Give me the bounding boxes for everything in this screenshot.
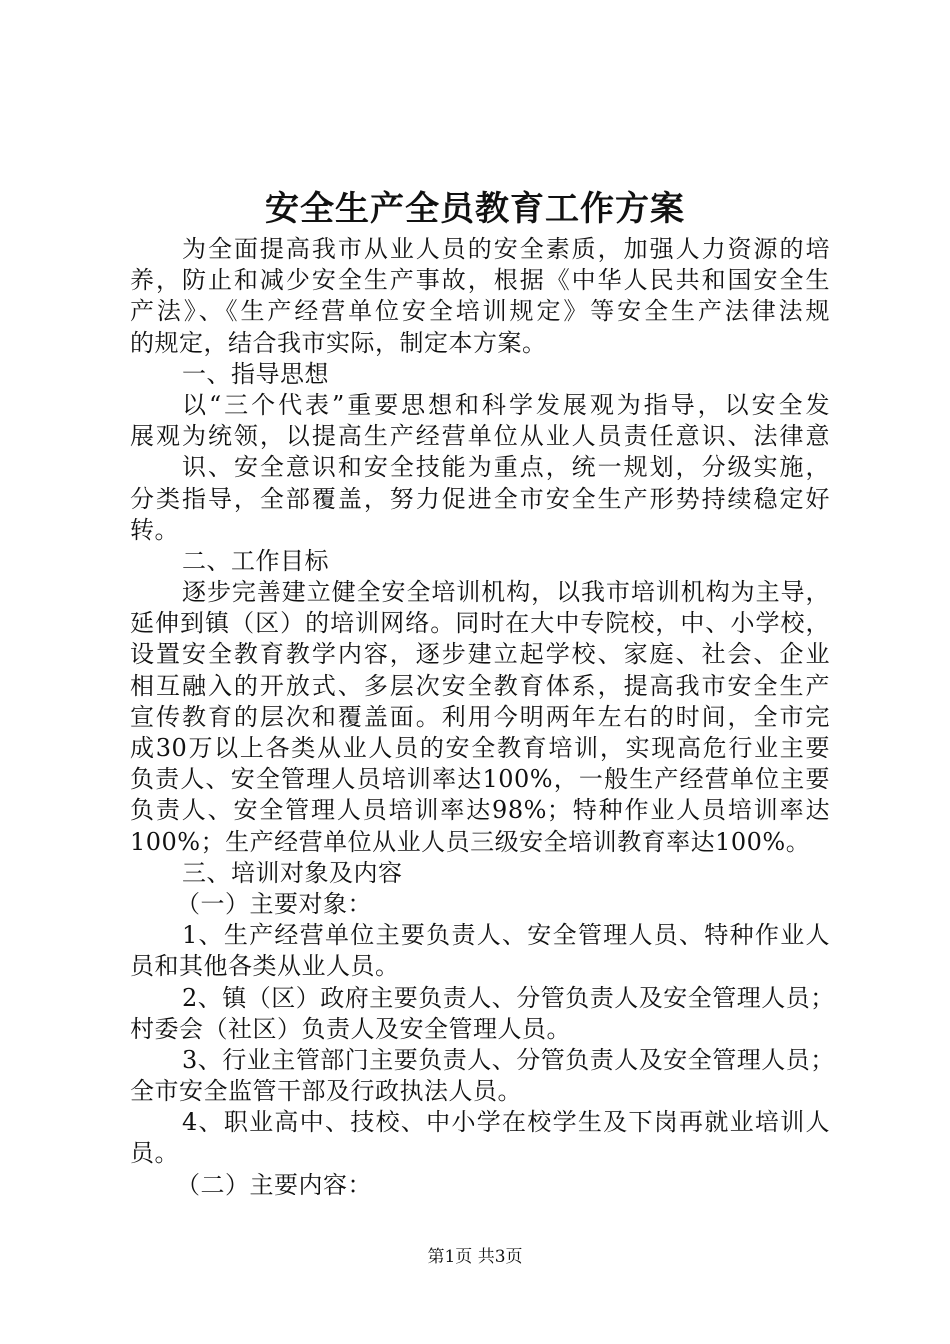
list-item-line: 4、职业高中、技校、中小学在校学生及下岗再就业培训人: [182, 1108, 830, 1137]
paragraph-line: 负责人、安全管理人员培训率达100%，一般生产经营单位主要: [130, 765, 830, 794]
paragraph-line: 负责人、安全管理人员培训率达98%；特种作业人员培训率达: [130, 796, 830, 825]
section-heading: 一、指导思想: [182, 359, 329, 388]
paragraph-line: 转。: [130, 515, 179, 544]
paragraph-line: 成30万以上各类从业人员的安全教育培训，实现高危行业主要: [130, 734, 830, 762]
paragraph-line: 100%；生产经营单位从业人员三级安全培训教育率达100%。: [130, 827, 811, 856]
section-heading: 三、培训对象及内容: [182, 858, 403, 887]
paragraph-line: 延伸到镇（区）的培训网络。同时在大中专院校，中、小学校，: [130, 609, 830, 638]
list-item-line: 3、行业主管部门主要负责人、分管负责人及安全管理人员；: [182, 1045, 835, 1074]
document-body: [130, 234, 835, 1201]
subsection-heading: （一）主要对象：: [176, 889, 372, 918]
paragraph-line: 养，防止和减少安全生产事故，根据《中华人民共和国安全生: [130, 266, 830, 295]
paragraph-line: 逐步完善建立健全安全培训机构，以我市培训机构为主导，: [182, 578, 830, 607]
list-item-line: 员。: [130, 1139, 179, 1168]
paragraph-line: 展观为统领，以提高生产经营单位从业人员责任意识、法律意: [130, 422, 830, 451]
paragraph-line: 产法》、《生产经营单位安全培训规定》等安全生产法律法规: [130, 297, 830, 326]
list-item-line: 1、生产经营单位主要负责人、安全管理人员、特种作业人: [182, 921, 830, 950]
paragraph-line: 以“三个代表”重要思想和科学发展观为指导，以安全发: [182, 390, 830, 419]
paragraph-line: 设置安全教育教学内容，逐步建立起学校、家庭、社会、企业: [130, 640, 830, 669]
paragraph-line: 识、安全意识和安全技能为重点，统一规划，分级实施，: [182, 453, 830, 482]
paragraph-line: 分类指导，全部覆盖，努力促进全市安全生产形势持续稳定好: [130, 484, 830, 513]
paragraph-line: 的规定，结合我市实际，制定本方案。: [130, 328, 547, 357]
list-item-line: 员和其他各类从业人员。: [130, 952, 400, 981]
document-title: 安全生产全员教育工作方案: [265, 189, 685, 229]
list-item-line: 全市安全监管干部及行政执法人员。: [130, 1077, 522, 1106]
paragraph-line: 相互融入的开放式、多层次安全教育体系，提高我市安全生产: [130, 671, 830, 700]
section-heading: 二、工作目标: [182, 546, 329, 575]
paragraph-line: 宣传教育的层次和覆盖面。利用今明两年左右的时间，全市完: [130, 702, 830, 731]
page-number-footer: 第1页 共3页: [427, 1247, 523, 1267]
paragraph-line: 为全面提高我市从业人员的安全素质，加强人力资源的培: [182, 235, 830, 263]
list-item-line: 2、镇（区）政府主要负责人、分管负责人及安全管理人员；: [182, 983, 835, 1012]
subsection-heading: （二）主要内容：: [176, 1170, 372, 1199]
list-item-line: 村委会（社区）负责人及安全管理人员。: [130, 1014, 571, 1043]
